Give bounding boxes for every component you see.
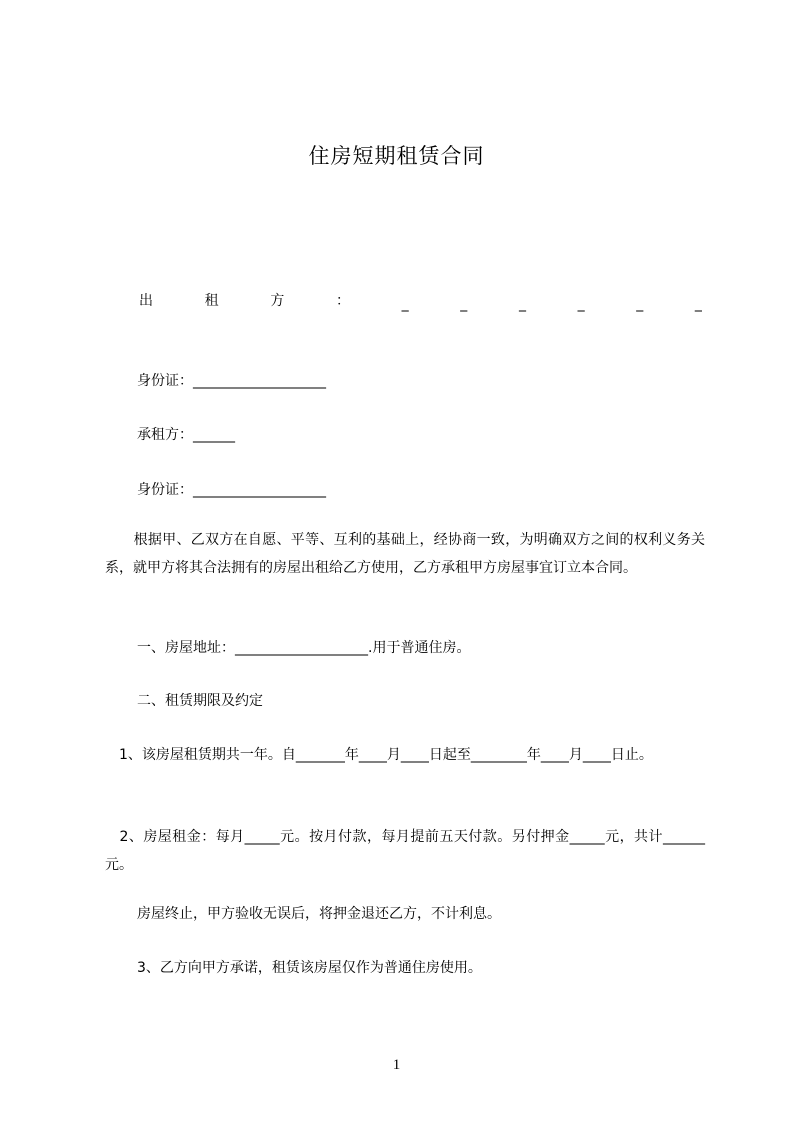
- lessor-char: ：: [335, 293, 350, 309]
- lessor-blank: _: [636, 296, 644, 312]
- lessor-blank: _: [694, 296, 702, 312]
- lessor-blank: _: [577, 296, 585, 312]
- id-line-lessor: 身份证：___________________: [137, 373, 326, 389]
- lessee-line: 承租方：______: [137, 427, 235, 443]
- lessor-blank: _: [401, 296, 409, 312]
- lessor-char: 租: [204, 293, 219, 309]
- page-number: 1: [392, 1057, 401, 1073]
- section-address: 一、房屋地址：___________________.用于普通住房。: [137, 640, 471, 656]
- section-term-heading: 二、租赁期限及约定: [137, 693, 263, 709]
- id-line-lessee: 身份证：___________________: [137, 482, 326, 498]
- clause-rent: 2、房屋租金：每月_____元。按月付款，每月提前五天付款。另付押金_____元，共计______元。: [105, 829, 705, 873]
- document-title: 住房短期租赁合同: [308, 144, 485, 168]
- clause-lease-term: 1、该房屋租赁期共一年。自_______年____月____日起至________年____月____日止。: [105, 747, 653, 763]
- lessor-blank: _: [460, 296, 468, 312]
- deposit-note: 房屋终止，甲方验收无误后，将押金退还乙方，不计利息。: [137, 906, 501, 922]
- lessor-char: 方: [270, 293, 285, 309]
- lessor-char: 出: [139, 293, 153, 309]
- lessor-blank: _: [518, 296, 526, 312]
- intro-paragraph: 根据甲、乙双方在自愿、平等、互利的基础上，经协商一致，为明确双方之间的权利义务关系，就甲方将其合法拥有的房屋出租给乙方使用，乙方承租甲方房屋事宜订立本合同。: [105, 532, 705, 576]
- clause-usage: 3、乙方向甲方承诺，租赁该房屋仅作为普通住房使用。: [137, 960, 482, 976]
- lessor-line: [139, 291, 702, 313]
